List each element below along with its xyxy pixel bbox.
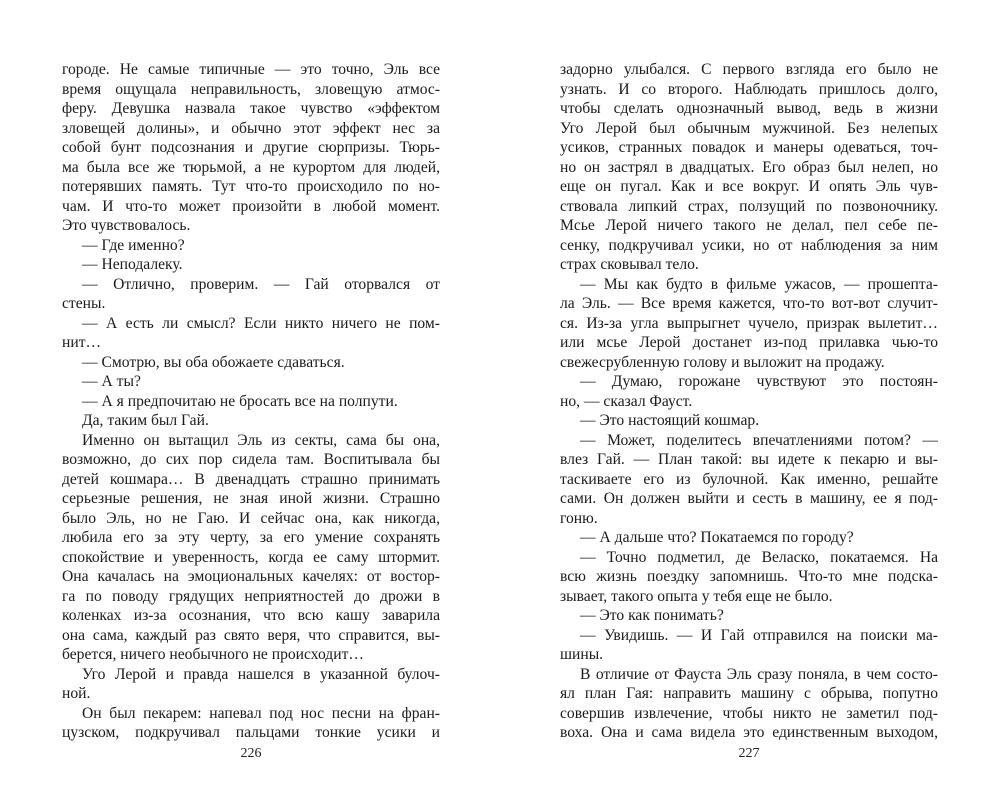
- right-page: [560, 60, 938, 743]
- text-line: всю жизнь поездку запомнишь. Что-то мне подска-: [560, 568, 938, 585]
- text-line: Мсье Лерой ничего такого не делал, пел себе пе-: [560, 217, 938, 234]
- text-line: ся. Из-за угла выпрыгнет чучело, призрак вылетит…: [560, 314, 938, 332]
- text-line: еще он пугал. Как и все вокруг. И опять Эль чув-: [560, 178, 938, 195]
- text-line: Да, таким был Гай.: [82, 412, 209, 429]
- text-line: она сама, каждый раз свято веря, что справится, вы-: [62, 626, 440, 644]
- text-line: собой бунт подсознания и другие сюрпризы. Тюрь-: [62, 139, 440, 156]
- text-line: Уго Лерой и правда нашелся в указанной булоч-: [82, 665, 440, 683]
- text-line: было Эль, но не Гаю. И сейчас она, как никогда,: [62, 509, 440, 527]
- text-line: — А я предпочитаю не бросать все на полпути.: [82, 392, 398, 410]
- text-line: нит…: [62, 334, 102, 351]
- text-line: ма была все же тюрьмой, а не курортом для людей,: [62, 158, 440, 176]
- text-line: — Неподалеку.: [82, 256, 183, 273]
- text-line: ной.: [62, 685, 91, 702]
- text-line: гоню.: [560, 509, 598, 527]
- text-line: В отличие от Фауста Эль сразу поняла, в чем состо-: [580, 665, 938, 683]
- text-line: детей кошмара… В двенадцать страшно принимать: [62, 470, 440, 488]
- text-line: — Где именно?: [82, 236, 185, 254]
- text-line: время ощущала неправильность, зловещую атмос-: [62, 80, 440, 98]
- right-page-number: 227: [738, 746, 760, 761]
- text-line: — Мы как будто в фильме ужасов, — прошепта-: [580, 275, 938, 293]
- text-line: чтобы сделать однозначный вывод, ведь в жизни: [560, 100, 938, 117]
- text-line: спокойствие и уверенность, когда ее саму штормит.: [62, 548, 440, 566]
- left-page-number: 226: [240, 746, 262, 761]
- text-line: ла Эль. — Все время кажется, что-то вот-вот случит-: [560, 295, 938, 312]
- text-line: га по поводу грядущих неприятностей до дрожи в: [62, 587, 440, 605]
- text-line: Он был пекарем: напевал под нос песни на фран-: [82, 704, 440, 722]
- text-line: но он застрял в двадцатых. Его образ был нелеп, но: [560, 158, 938, 176]
- text-line: стены.: [62, 295, 106, 312]
- text-line: — Увидишь. — И Гай отправился на поиски ма-: [580, 626, 938, 644]
- text-line: или мсье Лерой достанет из-под прилавка чью-то: [560, 334, 938, 351]
- text-line: влез Гай. — План такой: вы идете к пекарю и вы-: [560, 451, 938, 468]
- text-line: — А дальше что? Покатаемся по городу?: [580, 529, 854, 546]
- text-line: — Это настоящий кошмар.: [580, 412, 760, 429]
- text-line: узнать. И со второго. Наблюдать пришлось долго,: [560, 80, 938, 98]
- text-line: задорно улыбался. С первого взгляда его было не: [560, 61, 938, 78]
- text-line: возможно, до сих пор сидела там. Воспитывала бы: [62, 451, 440, 468]
- text-line: — Точно подметил, де Веласко, покатаемся. На: [580, 548, 938, 566]
- text-line: — Думаю, горожане чувствуют это постоян-: [580, 373, 938, 390]
- text-line: усиков, странных повадок и манеры одеваться, точ-: [560, 139, 938, 156]
- text-line: сенку, подкручивал усики, но от наблюдения за ним: [560, 236, 938, 254]
- text-line: Именно он вытащил Эль из секты, сама бы она,: [82, 431, 440, 449]
- text-line: берется, ничего необычного не происходит…: [62, 646, 364, 663]
- text-line: сами. Он должен выйти и сесть в машину, ее я под-: [560, 490, 938, 507]
- text-line: совершив извлечение, чтобы никто не заметил под-: [560, 704, 938, 722]
- text-line: Это чувствовалось.: [62, 217, 191, 234]
- right-page-text: [560, 60, 938, 743]
- left-page: [62, 60, 440, 743]
- text-line: Она качалась на эмоциональных качелях: от востор-: [62, 568, 440, 585]
- text-line: ствовала липкий страх, ползущий по позвоночнику.: [560, 197, 938, 215]
- text-line: — А есть ли смысл? Если никто ничего не пом-: [82, 314, 440, 332]
- text-line: цузском, подкручивал пальцами тонкие усики и: [62, 724, 440, 741]
- text-line: — Смотрю, вы оба обожаете сдаваться.: [82, 353, 345, 371]
- text-line: потерявших память. Тут что-то происходило по но-: [62, 178, 440, 195]
- text-line: свежесрубленную голову и выложит на продажу.: [560, 353, 885, 371]
- text-line: таскиваете его из булочной. Как именно, решайте: [560, 470, 938, 488]
- left-page-text: [62, 60, 440, 743]
- text-line: воха. Она и сама видела это единственным выходом,: [560, 724, 938, 741]
- text-line: зывает, такого опыта у тебя еще не было.: [560, 587, 833, 605]
- text-line: серьезные решения, не зная иной жизни. Страшно: [62, 490, 440, 507]
- text-line: любила его за эту черту, за его умение сохранять: [62, 529, 440, 546]
- text-line: феру. Девушка назвала такое чувство «эффектом: [62, 100, 440, 117]
- text-line: — Это как понимать?: [580, 607, 724, 624]
- text-line: ял план Гая: направить машину с обрыва, попутно: [560, 685, 938, 702]
- text-line: но, — сказал Фауст.: [560, 392, 693, 410]
- text-line: — Отлично, проверим. — Гай оторвался от: [82, 275, 440, 293]
- text-line: страх сковывал тело.: [560, 256, 699, 273]
- text-line: — Может, поделитесь впечатлениями потом? —: [580, 431, 938, 449]
- text-line: — А ты?: [82, 373, 141, 390]
- text-line: городе. Не самые типичные — это точно, Эль все: [62, 61, 440, 78]
- text-line: зловещей долины», и обычно этот эффект нес за: [62, 119, 440, 137]
- text-line: Уго Лерой был обычным мужчиной. Без нелепых: [560, 119, 938, 137]
- text-line: чам. И что-то может произойти в любой момент.: [62, 197, 440, 215]
- text-line: коленках из-за осознания, что всю кашу заварила: [62, 607, 440, 624]
- text-line: шины.: [560, 646, 604, 663]
